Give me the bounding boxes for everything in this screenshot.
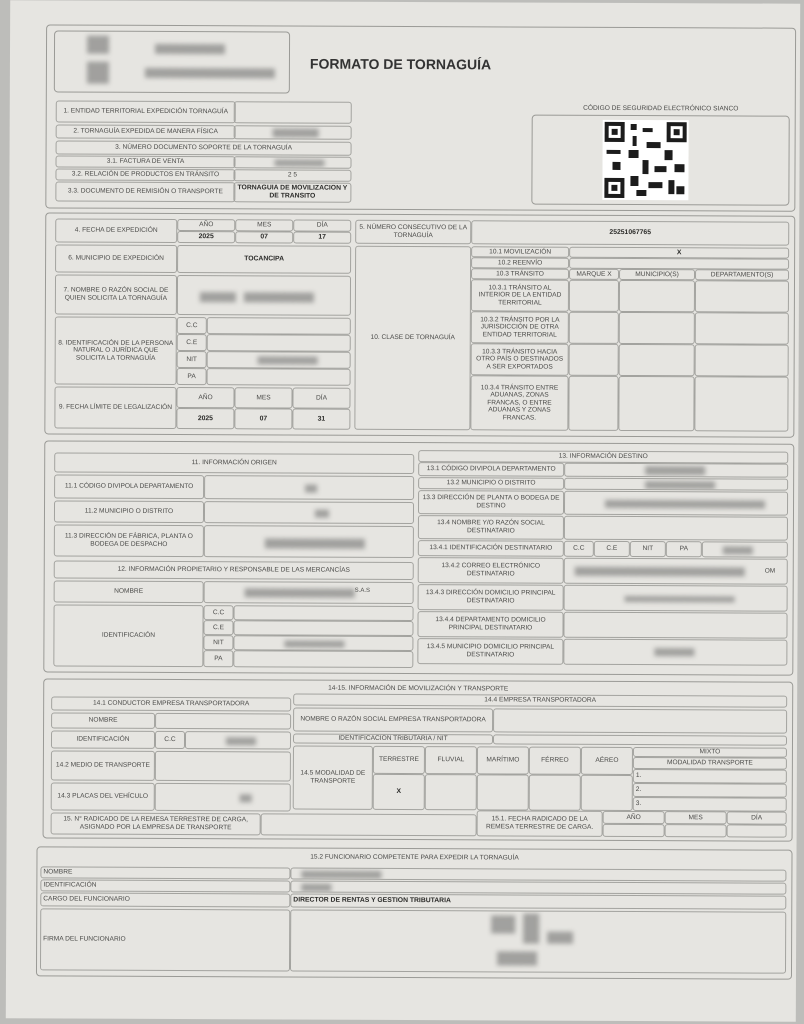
value-municipio-destino [564,478,788,491]
value-divipola-destino [564,463,788,478]
label-identificacion-conductor: IDENTIFICACIÓN [51,730,155,748]
value-municipio-expedicion: TOCANCIPA [177,245,351,274]
header-remesa-anio: AÑO [603,811,665,824]
label-numero-consecutivo: 5. NÚMERO CONSECUTIVO DE LA TORNAGUÍA [355,220,471,245]
header-ferreo: FÉRREO [529,747,581,775]
label-dest-nit: NIT [630,541,666,557]
label-identificacion-funcionario: IDENTIFICACIÓN [40,879,290,892]
header-informacion-propietario: 12. INFORMACIÓN PROPIETARIO Y RESPONSABLE DE LAS MERCANCÍAS [54,560,414,580]
header-remesa-mes: MES [665,811,727,824]
label-transito-exportacion: 10.3.3 TRÁNSITO HACIA OTRO PAÍS O DESTINADOS A SER EXPORTADOS [471,343,569,375]
label-numero-remesa: 15. N° RADICADO DE LA REMESA TERRESTRE DE CARGA, ASIGNADO POR LA EMPRESA DE TRANSPORTE [51,812,261,835]
label-cc: C.C [177,317,207,334]
label-identificacion-destinatario: 13.4.1 IDENTIFICACIÓN DESTINATARIO [418,540,564,557]
value-documento-remision: TORNAGUIA DE MOVILIZACION Y DE TRANSITO [233,182,351,203]
header-terrestre: TERRESTRE [373,746,425,774]
check-fluvial[interactable] [425,774,477,810]
form-title: FORMATO DE TORNAGUÍA [309,55,492,73]
value-prop-ce [233,620,413,636]
value-nombre-propietario: S.A.S [204,581,414,604]
label-divipola-origen: 11.1 CÓDIGO DIVIPOLA DEPARTAMENTO [54,474,204,499]
label-nit-empresa: IDENTIFICACIÓN TRIBUTARIA / NIT [293,734,493,745]
label-identificacion-solicitante: 8. IDENTIFICACIÓN DE LA PERSONA NATURAL O JURÍDICA QUE SOLICITA LA TORNAGUÍA [55,316,177,385]
mixto-row-2: 2. [633,783,787,798]
value-nombre-solicitante [177,275,351,316]
header-funcionario-competente: 15.2 FUNCIONARIO COMPETENTE PARA EXPEDIR LA TORNAGUÍA [310,853,519,862]
label-entidad-territorial: 1. ENTIDAD TERRITORIAL EXPEDICIÓN TORNAGUÍA [56,100,236,123]
label-empresa-transportadora: 14.4 EMPRESA TRANSPORTADORA [293,694,787,708]
value-divipola-origen [204,475,414,500]
value-prop-cc [234,605,414,621]
header-remesa-dia: DÍA [727,811,787,824]
label-tornaguia-fisica: 2. TORNAGUÍA EXPEDIDA DE MANERA FÍSICA [56,124,236,139]
value-direccion-fabrica [204,525,414,558]
value-nombre-conductor [155,713,291,730]
value-dia-expedicion: 17 [293,232,351,244]
mixto-row-3: 3. [633,797,787,812]
check-aereo[interactable] [581,775,633,811]
value-municipio-domicilio [563,639,787,666]
value-cc [207,317,351,335]
value-remesa-dia [727,824,787,837]
value-factura-venta [233,156,351,169]
label-correo-destinatario: 13.4.2 CORREO ELECTRÓNICO DESTINATARIO [418,557,564,584]
label-prop-ce: C.E [203,620,233,635]
qr-box [531,115,789,206]
label-nombre-solicitante: 7. NOMBRE O RAZÓN SOCIAL DE QUIEN SOLICITA LA TORNAGUÍA [55,274,177,315]
firma-funcionario-area [290,910,786,974]
check-ferreo[interactable] [529,775,581,811]
label-conductor-cc: C.C [155,731,185,749]
value-placas-vehiculo [155,783,291,812]
munis-transito-otra-entidad [619,312,695,344]
value-numero-consecutivo: 25251067765 [471,220,789,245]
label-dest-cc: C.C [564,541,594,557]
check-transito-otra-entidad[interactable] [569,312,619,344]
header-movilizacion-transporte: 14-15. INFORMACIÓN DE MOVILIZACIÓN Y TRANSPORTE [328,684,509,693]
header-informacion-origen: 11. INFORMACIÓN ORIGEN [54,452,414,474]
value-mes-limite: 07 [234,408,292,429]
value-pa [207,368,351,386]
value-mes-expedicion: 07 [235,231,293,243]
label-prop-nit: NIT [203,635,233,650]
header-dia: DÍA [293,220,351,232]
value-numero-remesa [261,813,477,836]
header-mes-limite: MES [234,387,292,408]
value-tornaguia-fisica [234,125,352,140]
header-departamentos: DEPARTAMENTO(S) [695,269,789,280]
label-transito-interior: 10.3.1 TRÁNSITO AL INTERIOR DE LA ENTIDAD TERRITORIAL [471,279,569,311]
label-razon-social-empresa: NOMBRE O RAZÓN SOCIAL EMPRESA TRANSPORTADORA [293,708,493,733]
label-transito: 10.3 TRÁNSITO [471,268,569,279]
value-medio-transporte [155,751,291,782]
value-conductor-cc [185,731,291,749]
check-transito-interior[interactable] [569,280,619,312]
label-fecha-expedicion: 4. FECHA DE EXPEDICIÓN [55,218,177,243]
tornaguia-form-sheet [6,0,800,1021]
value-nombre-funcionario [290,868,786,882]
label-fecha-limite: 9. FECHA LÍMITE DE LEGALIZACIÓN [54,386,176,429]
label-municipio-origen: 11.2 MUNICIPIO O DISTRITO [54,500,204,523]
label-relacion-productos: 3.2. RELACIÓN DE PRODUCTOS EN TRÁNSITO [55,168,235,181]
label-direccion-fabrica: 11.3 DIRECCIÓN DE FÁBRICA, PLANTA O BODEGA DE DESPACHO [54,524,204,557]
value-prop-nit [233,635,413,651]
label-departamento-domicilio: 13.4.4 DEPARTAMENTO DOMICILIO PRINCIPAL DESTINATARIO [417,611,563,638]
value-movilizacion: X [569,247,789,259]
label-factura-venta: 3.1. FACTURA DE VENTA [55,155,235,168]
value-dest-id [702,541,788,557]
label-nit: NIT [177,351,207,368]
header-mes: MES [235,219,293,231]
value-remesa-anio [603,824,665,837]
label-conductor: 14.1 CONDUCTOR EMPRESA TRANSPORTADORA [51,696,291,711]
header-maritimo: MARÍTIMO [477,746,529,774]
header-anio: AÑO [177,219,235,231]
check-maritimo[interactable] [477,774,529,810]
label-ce: C.E [177,334,207,351]
label-qr-seguridad: CÓDIGO DE SEGURIDAD ELECTRÓNICO SIANCO [583,104,739,113]
check-transito-aduanas[interactable] [568,376,618,431]
value-municipio-origen [204,501,414,524]
value-ce [207,334,351,352]
value-entidad-territorial [234,101,352,124]
value-razon-social-empresa [493,708,787,733]
header-anio-limite: AÑO [176,387,234,408]
value-relacion-productos: 2 5 [233,169,351,182]
label-prop-cc: C.C [204,605,234,620]
label-clase-tornaguia: 10. CLASE DE TORNAGUÍA [354,246,471,431]
munis-transito-exportacion [619,344,695,376]
header-dia-limite: DÍA [292,388,350,409]
munis-transito-aduanas [618,376,694,431]
value-dia-limite: 31 [292,409,350,430]
label-nombre-propietario: NOMBRE [54,580,204,603]
label-medio-transporte: 14.2 MEDIO DE TRANSPORTE [51,750,155,780]
label-firma-funcionario: FIRMA DEL FUNCIONARIO [40,908,290,971]
label-documento-remision: 3.3. DOCUMENTO DE REMISIÓN O TRANSPORTE [55,181,235,202]
label-modalidad-transporte: 14.5 MODALIDAD DE TRANSPORTE [293,746,373,810]
logo-box [54,30,290,93]
label-nombre-destinatario: 13.4 NOMBRE Y/O RAZÓN SOCIAL DESTINATARIO [418,515,564,540]
label-fecha-remesa: 15.1. FECHA RADICADO DE LA REMESA TERRESTRE DE CARGA. [477,810,603,837]
label-divipola-destino: 13.1 CÓDIGO DIVIPOLA DEPARTAMENTO [418,462,564,477]
value-direccion-destino [564,491,788,516]
value-direccion-domicilio [564,585,788,612]
label-dest-pa: PA [666,541,702,557]
label-direccion-domicilio: 13.4.3 DIRECCIÓN DOMICILIO PRINCIPAL DESTINATARIO [418,584,564,611]
value-anio-expedicion: 2025 [177,231,235,243]
label-pa: PA [177,368,207,385]
value-nombre-destinatario [564,516,788,541]
value-anio-limite: 2025 [176,408,234,429]
label-nombre-conductor: NOMBRE [51,712,155,728]
label-transito-aduanas: 10.3.4 TRÁNSITO ENTRE ADUANAS, ZONAS FRANCAS, O ENTRE ADUANAS Y ZONAS FRANCAS. [470,375,568,430]
label-placas-vehiculo: 14.3 PLACAS DEL VEHÍCULO [51,782,155,810]
label-direccion-destino: 13.3 DIRECCIÓN DE PLANTA O BODEGA DE DESTINO [418,490,564,515]
header-fluvial: FLUVIAL [425,746,477,774]
label-movilizacion: 10.1 MOVILIZACIÓN [471,246,569,257]
munis-transito-interior [619,280,695,312]
value-correo-destinatario: OM [564,558,788,585]
deptos-transito-aduanas [694,376,788,431]
value-remesa-mes [665,824,727,837]
label-numero-documento-soporte: 3. NÚMERO DOCUMENTO SOPORTE DE LA TORNAGUÍA [56,140,352,155]
label-transito-otra-entidad: 10.3.2 TRÁNSITO POR LA JURISDICCIÓN DE OTRA ENTIDAD TERRITORIAL [471,311,569,343]
label-cargo-funcionario: CARGO DEL FUNCIONARIO [40,892,290,907]
deptos-transito-interior [695,280,789,312]
value-departamento-domicilio [563,612,787,639]
qr-code-icon [602,120,688,200]
label-identificacion-propietario: IDENTIFICACIÓN [53,604,203,667]
header-informacion-destino: 13. INFORMACIÓN DESTINO [418,450,788,464]
label-municipio-expedicion: 6. MUNICIPIO DE EXPEDICIÓN [55,244,177,273]
label-dest-ce: C.E [594,541,630,557]
header-modalidad-mixto: MODALIDAD TRANSPORTE [633,757,787,770]
label-prop-pa: PA [203,650,233,667]
value-nit [207,351,351,369]
deptos-transito-otra-entidad [695,312,789,344]
header-aereo: AÉREO [581,747,633,775]
label-municipio-domicilio: 13.4.5 MUNICIPIO DOMICILIO PRINCIPAL DESTINATARIO [417,638,563,665]
value-nit-empresa [493,734,787,745]
value-identificacion-funcionario [290,881,786,895]
mixto-row-1: 1. [633,769,787,784]
header-mixto: MIXTO [633,747,787,758]
check-transito-exportacion[interactable] [569,344,619,376]
value-prop-pa [233,650,413,668]
value-cargo-funcionario: DIRECTOR DE RENTAS Y GESTION TRIBUTARIA [290,894,786,910]
label-municipio-destino: 13.2 MUNICIPIO O DISTRITO [418,477,564,490]
header-municipios: MUNICIPIO(S) [619,269,695,280]
header-marque-x: MARQUE X [569,269,619,280]
check-terrestre[interactable]: X [373,774,425,810]
label-reenvio: 10.2 REENVÍO [471,257,569,268]
label-nombre-funcionario: NOMBRE [40,866,290,879]
deptos-transito-exportacion [695,344,789,376]
